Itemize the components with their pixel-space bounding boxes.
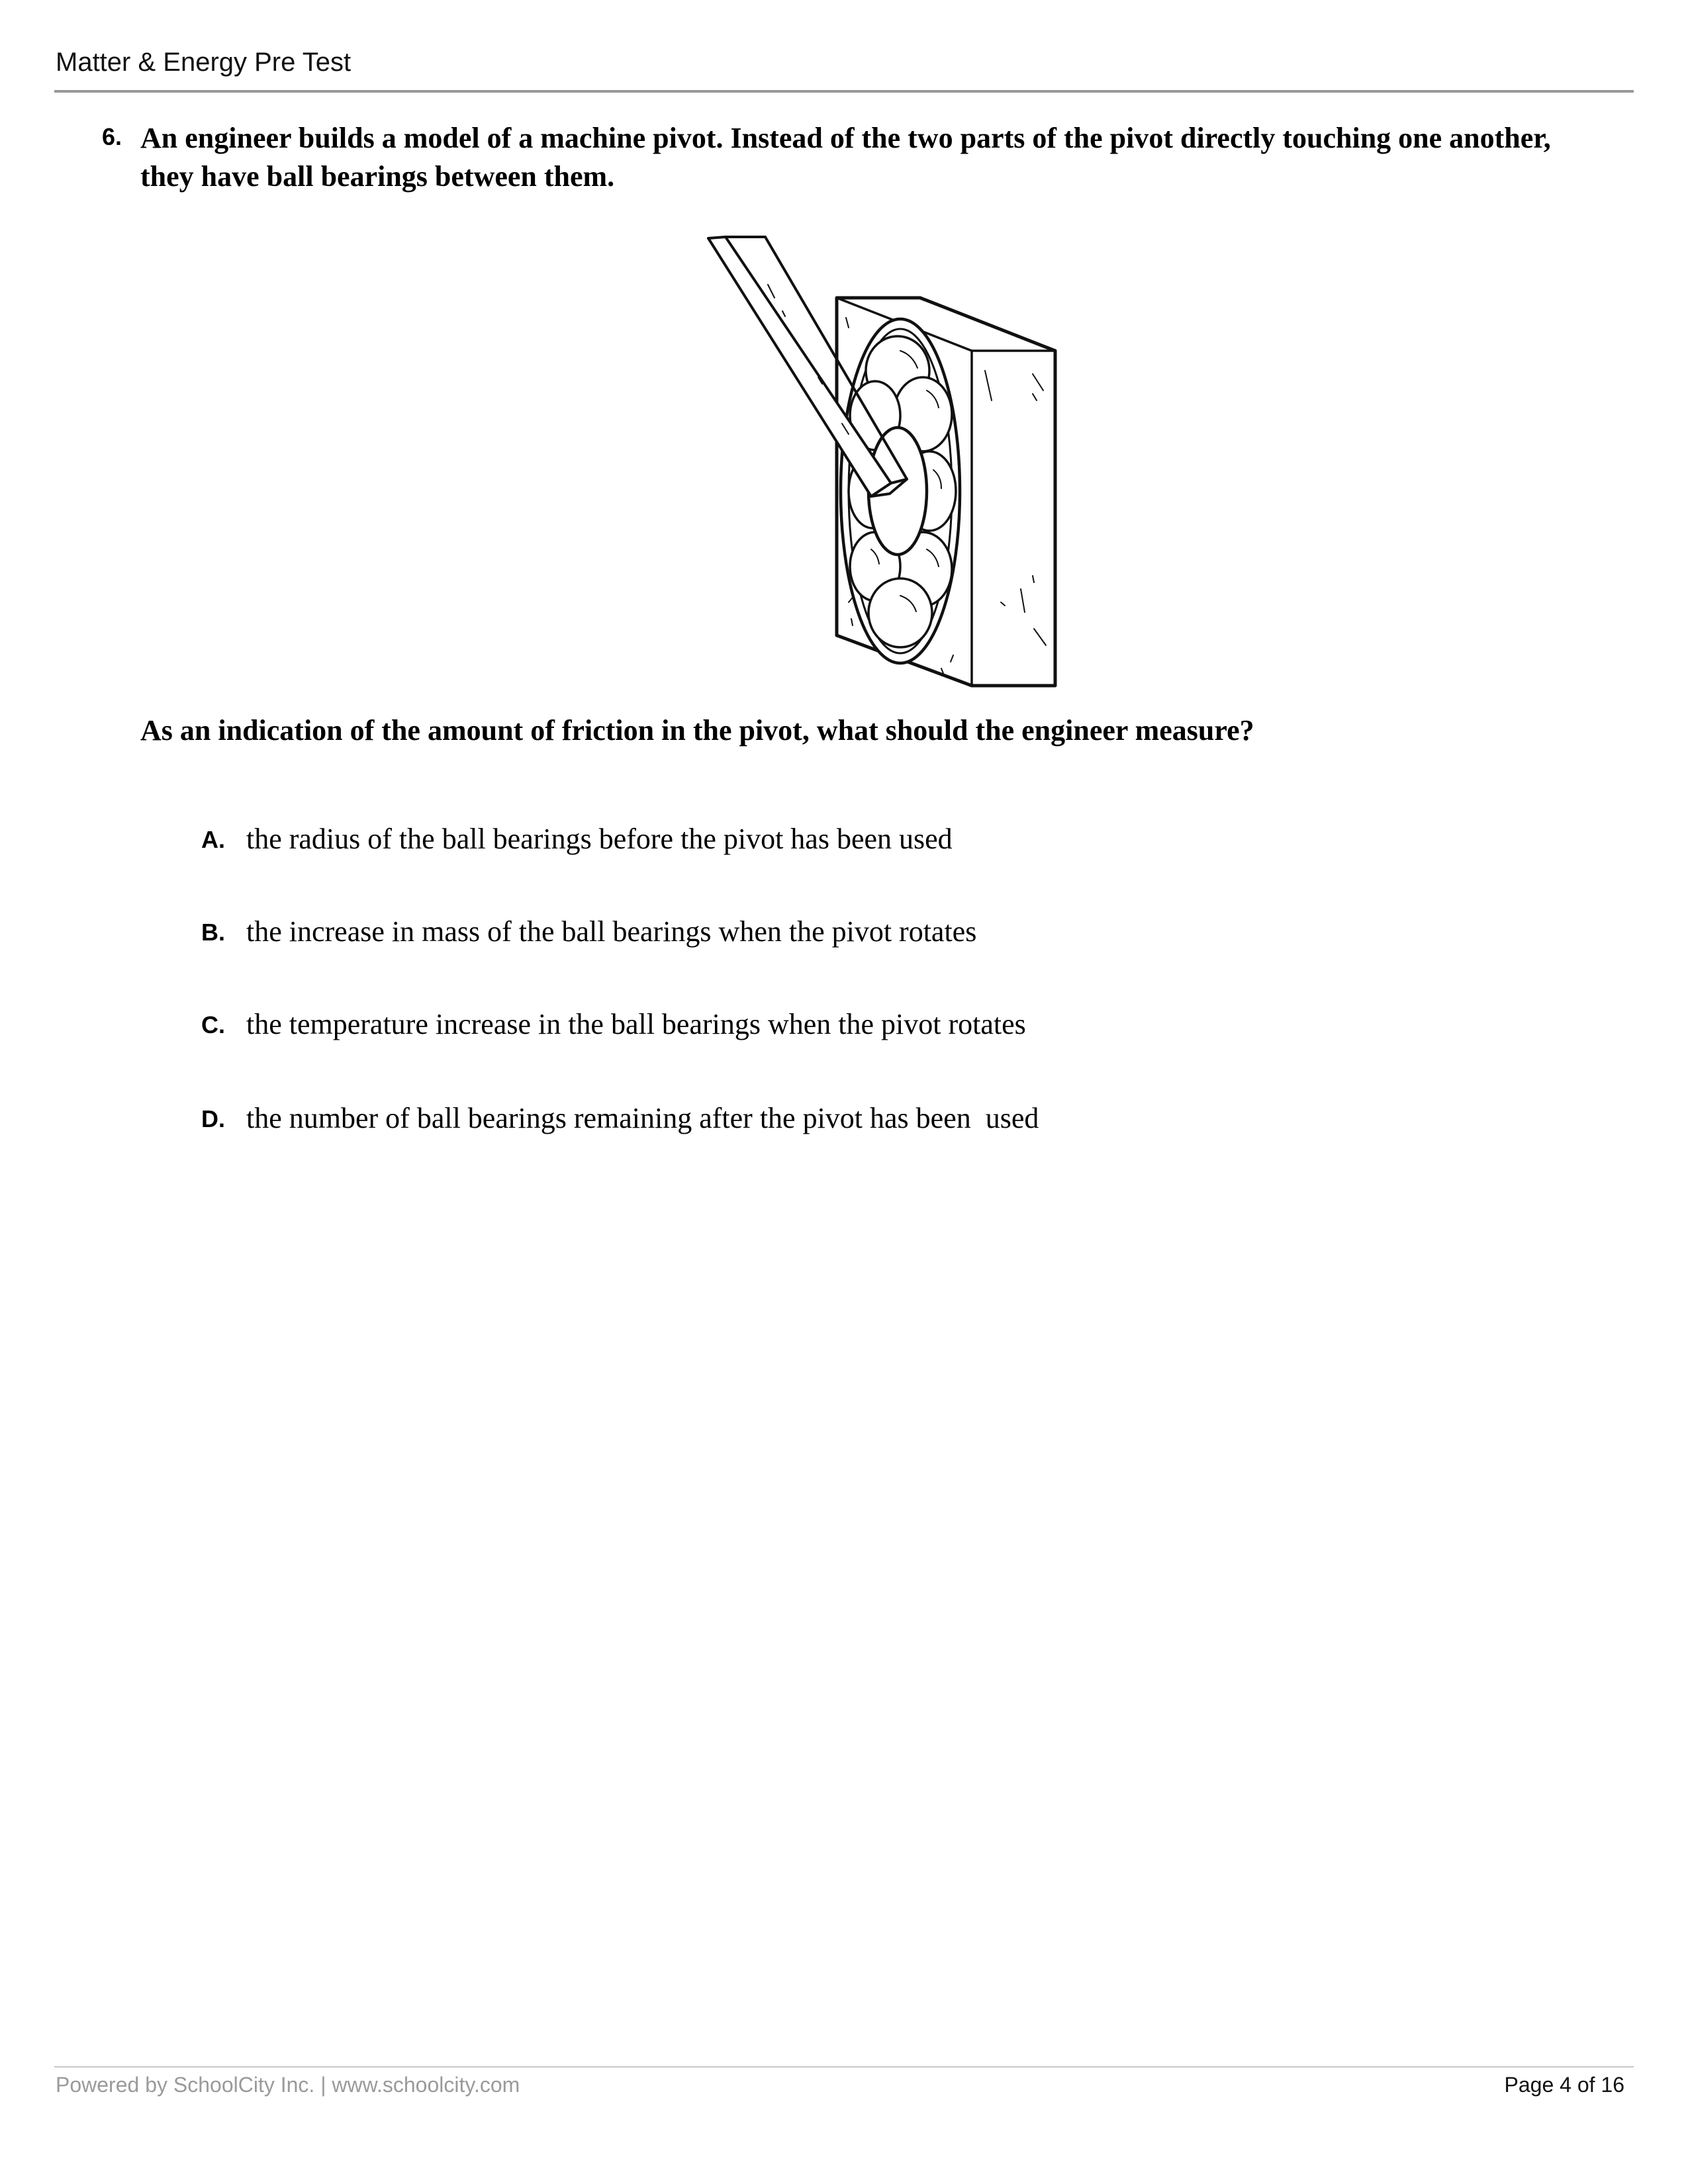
- choice-letter: B.: [201, 919, 225, 946]
- footer-page-number: Page 4 of 16: [1504, 2073, 1624, 2097]
- choice-text: the radius of the ball bearings before the pivot has been used: [246, 823, 953, 855]
- question-number: 6.: [102, 123, 122, 150]
- footer-divider: [54, 2066, 1634, 2068]
- choice-letter: D.: [201, 1105, 225, 1132]
- question-stem: An engineer builds a model of a machine pivot. Instead of the two parts of the pivot directly touching one another, they have ball bearings between them.: [140, 122, 1551, 193]
- footer-powered-by: Powered by SchoolCity Inc. | www.schoolcity.com: [56, 2073, 520, 2097]
- choice-letter: C.: [201, 1011, 225, 1038]
- choice-letter: A.: [201, 826, 225, 853]
- pivot-ball-bearing-illustration: [702, 232, 1072, 695]
- choice-text: the number of ball bearings remaining after the pivot has been used: [246, 1102, 1039, 1134]
- choice-text: the increase in mass of the ball bearings when the pivot rotates: [246, 915, 977, 948]
- question-prompt: As an indication of the amount of friction in the pivot, what should the engineer measure?: [140, 714, 1254, 747]
- header-title: Matter & Energy Pre Test: [56, 48, 352, 77]
- header-divider: [54, 90, 1634, 93]
- choice-text: the temperature increase in the ball bearings when the pivot rotates: [246, 1008, 1026, 1040]
